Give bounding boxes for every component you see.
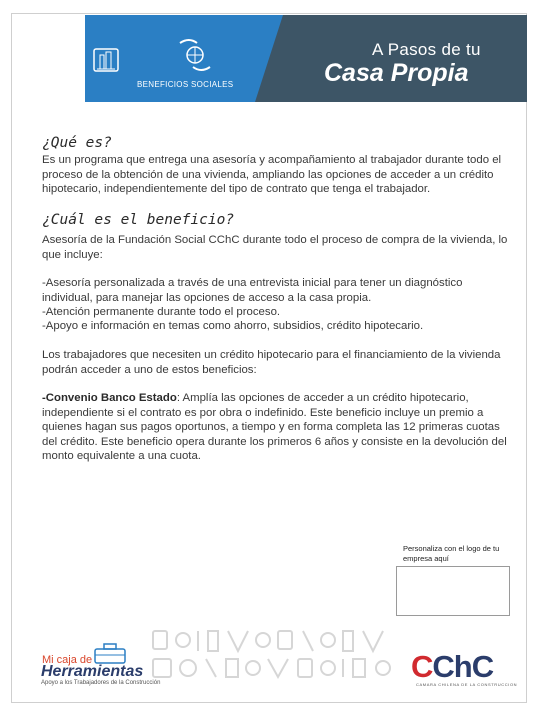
section-title-que-es: ¿Qué es? (42, 135, 112, 151)
building-icon (93, 48, 119, 72)
logo-placeholder-note: Personaliza con el logo de tu empresa aquí (403, 544, 500, 563)
section-title-beneficio: ¿Cuál es el beneficio? (42, 212, 235, 228)
cchc-logo-text (411, 652, 494, 680)
hands-globe-icon (175, 35, 215, 75)
paragraph-apoyo: -Apoyo e información en temas como ahorro, subsidios, crédito hipotecario. (42, 320, 424, 332)
toolbox-icon (93, 642, 127, 664)
paragraph-atencion: -Atención permanente durante todo el proceso. (42, 306, 281, 318)
paragraph-beneficio-intro: Asesoría de la Fundación Social CChC durante todo el proceso de compra de la vivienda, lo que incluye: (42, 234, 508, 261)
tools-pattern-icon (148, 626, 398, 686)
cchc-logo-c3: C (471, 652, 494, 680)
brand-big-text: Herramientas (41, 663, 144, 680)
cchc-logo-c1: C (411, 652, 433, 680)
paragraph-convenio (42, 391, 512, 464)
convenio-text: Amplía las opciones de acceder a un crédito hipotecario, independiente si el contrato es por obra o indefinido. Este beneficio incluye un premio a quienes hagan sus pagos oportunos, a tiempo y en forma completa las 12 primeras cuotas del crédito. Este beneficio opera durante los primeros 6 años y consiste en la devolución del monto equivalente a una cuota. (42, 392, 507, 462)
cchc-logo-c2: C (432, 652, 454, 680)
title-line-2: Casa Propia (324, 59, 469, 87)
program-label: BENEFICIOS SOCIALES (137, 80, 234, 89)
cchc-logo (411, 652, 511, 680)
paragraph-que-es: Es un programa que entrega una asesoría y acompañamiento al trabajador durante todo el proceso de la obtención de una vivienda, ampliando las opciones de acceder a un crédito hipotecario, independientemente del tipo de contrato que tenga el trabajador. (42, 154, 502, 195)
convenio-separator: : (176, 392, 183, 404)
brand-tagline: Apoyo a los Trabajadores de la Construcción (41, 680, 161, 686)
convenio-label: -Convenio Banco Estado (42, 392, 177, 404)
cchc-logo-h: h (453, 652, 472, 680)
paragraph-asesoria: -Asesoría personalizada a través de una entrevista inicial para tener un diagnóstico individual, para manejar las opciones de acceso a la casa propia. (42, 277, 463, 304)
title-line-1: A Pasos de tu (372, 40, 481, 59)
paragraph-trabajadores: Los trabajadores que necesiten un crédito hipotecario para el financiamiento de la vivienda podrán acceder a uno de estos beneficios: (42, 349, 501, 376)
logo-placeholder-box (396, 566, 510, 616)
cchc-subtitle: CAMARA CHILENA DE LA CONSTRUCCION (416, 682, 518, 687)
brand-small-text: Mi caja de (42, 654, 93, 666)
